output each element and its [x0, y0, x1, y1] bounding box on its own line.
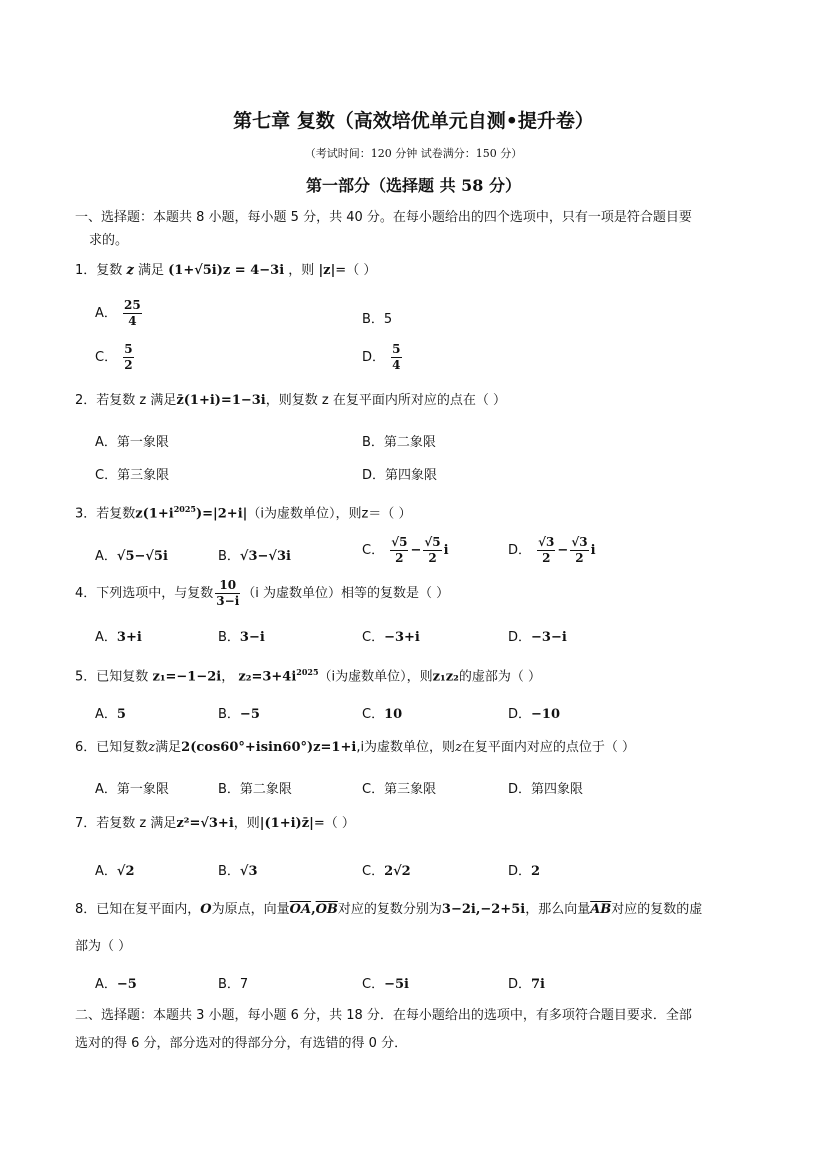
option-b[interactable]: B．第二象限: [362, 435, 436, 450]
option-b[interactable]: [218, 626, 265, 645]
denominator: 4: [392, 358, 401, 372]
section2-instructions: [75, 1002, 765, 1058]
option-label: C．: [362, 864, 385, 879]
question-text: ，那么向量: [525, 902, 591, 917]
question-number: 5．: [75, 669, 97, 685]
option-c[interactable]: [362, 703, 402, 722]
option-label: C．: [362, 977, 385, 992]
denominator: 2: [124, 358, 133, 372]
numerator: 5: [392, 342, 401, 356]
option-c[interactable]: [362, 973, 409, 992]
option-label: B．: [218, 977, 240, 992]
option-value: 3+i: [116, 630, 142, 645]
math-expression: z₁z₂: [432, 669, 459, 685]
question-text: ，则: [233, 816, 260, 831]
option-label: D．: [508, 864, 532, 879]
option-c[interactable]: [95, 342, 136, 373]
option-label: B．: [362, 312, 384, 327]
option-label: B．: [218, 864, 240, 879]
section1-line2: 求的。: [89, 233, 129, 248]
question-text: 为原点，向量: [211, 902, 290, 917]
option-value: 2: [531, 864, 541, 879]
fraction: [537, 535, 555, 566]
question-number: 7．: [75, 816, 97, 831]
option-label: D．: [362, 350, 386, 365]
option-label: A．: [95, 864, 117, 879]
math-variable: z: [148, 740, 156, 755]
section1-line1: 一、选择题：本题共 8 小题，每小题 5 分，共 40 分。在每小题给出的四个选项中，只有一项是符合题目要: [75, 210, 692, 225]
question-text: 已知在复平面内，: [96, 902, 201, 917]
page-title: 第七章 复数（高效培优单元自测•提升卷）: [233, 110, 594, 132]
question-6: [75, 737, 765, 759]
question-text: ,i为虚数单位，则: [356, 740, 456, 755]
exponent: 2025: [296, 667, 319, 677]
option-d[interactable]: [508, 973, 545, 992]
part-title: 第一部分（选择题 共 58 分）: [306, 176, 521, 195]
option-a[interactable]: [95, 298, 144, 329]
exam-info: （考试时间：120 分钟 试卷满分：150 分）: [304, 147, 523, 160]
option-a[interactable]: A．第一象限: [95, 435, 169, 450]
exponent: 2025: [173, 504, 196, 514]
vector-oa: $\overline{OA}$: [289, 902, 312, 917]
fraction: [423, 535, 441, 566]
option-b[interactable]: [218, 703, 260, 722]
math-equation: z(1+i: [135, 506, 174, 522]
separator: ，: [221, 669, 235, 685]
option-b[interactable]: [218, 973, 248, 992]
question-text: 对应的复数的虚: [611, 902, 703, 917]
option-value: 7i: [531, 977, 545, 992]
math-equation: 2(cos60°+isin60°)z=1+i: [181, 740, 357, 755]
option-label: A．: [95, 707, 117, 722]
option-label: A．: [95, 549, 117, 564]
fraction: [570, 535, 588, 566]
question-text: 若复数 z 满足: [96, 393, 177, 408]
question-2: [75, 390, 765, 412]
option-a[interactable]: [95, 973, 137, 992]
option-value: 5: [116, 707, 126, 722]
option-d[interactable]: [508, 626, 567, 645]
math-variable: z: [126, 263, 134, 278]
fraction: [391, 342, 401, 373]
math-equation: z²=√3+i: [176, 816, 234, 831]
question-text: =（ ）: [313, 816, 355, 831]
option-label: C．: [362, 707, 385, 722]
option-c[interactable]: [362, 860, 411, 879]
section2-line2: 选对的得 6 分，部分选对的得部分分，有选错的得 0 分．: [75, 1036, 408, 1051]
operator: −: [557, 543, 569, 558]
option-value: −5: [239, 707, 260, 722]
question-5: [75, 661, 765, 688]
option-c[interactable]: C．第三象限: [362, 782, 437, 797]
question-text: 已知复数: [96, 669, 149, 685]
option-d[interactable]: [508, 860, 540, 879]
question-text: 满足: [155, 740, 182, 755]
numerator: 25: [124, 298, 141, 312]
option-label: B．: [218, 630, 240, 645]
option-b[interactable]: [218, 860, 258, 879]
question-text: =（ ）: [335, 263, 377, 278]
question-text: 已知复数: [96, 740, 149, 755]
question-text: （i为虚数单位），则: [318, 669, 433, 685]
option-label: C．: [362, 630, 385, 645]
numerator: √3: [538, 535, 555, 549]
question-text: 若复数 z 满足: [96, 816, 177, 831]
option-label: D．: [508, 707, 532, 722]
question-text: 下列选项中，与复数: [96, 586, 214, 601]
option-b[interactable]: B．第二象限: [218, 782, 292, 797]
question-number: 4．: [75, 586, 97, 601]
option-value: 5: [383, 312, 393, 327]
math-expression: |z|: [318, 263, 336, 278]
section1-instructions: [75, 206, 755, 252]
option-label: D．: [508, 543, 532, 558]
question-text: 在复平面内对应的点位于（ ）: [461, 740, 636, 755]
math-equation: z̄(1+i)=1−3i: [176, 393, 266, 408]
option-value: −3−i: [531, 630, 567, 645]
separator: ,: [311, 902, 316, 917]
question-number: 6．: [75, 740, 97, 755]
option-a[interactable]: [95, 545, 168, 564]
option-value: −5i: [384, 977, 409, 992]
option-c[interactable]: [362, 535, 449, 566]
question-text: 复数: [96, 263, 123, 278]
fraction: [390, 535, 408, 566]
fraction: [123, 342, 133, 373]
option-a[interactable]: A．第一象限: [95, 782, 169, 797]
vector-ab: $\overline{AB}$: [590, 902, 612, 917]
option-label: B．: [218, 707, 240, 722]
question-number: 3．: [75, 506, 97, 522]
question-1: [75, 260, 765, 282]
question-4: [75, 578, 765, 609]
option-d[interactable]: [508, 535, 596, 566]
option-b[interactable]: [218, 545, 291, 564]
option-c[interactable]: [362, 626, 420, 645]
math-equation: z₂=3+4i: [238, 669, 297, 685]
denominator: 2: [428, 551, 437, 565]
option-value: 3−i: [239, 630, 265, 645]
numerator: √3: [571, 535, 588, 549]
math-expression: 3−2i,−2+5i: [441, 902, 526, 917]
numerator: 5: [124, 342, 133, 356]
question-text: 的虚部为（ ）: [458, 669, 541, 685]
option-label: A．: [95, 977, 117, 992]
question-text: 对应的复数分别为: [337, 902, 442, 917]
vector-ob: $\overline{OB}$: [315, 902, 338, 917]
question-text: （i 为虚数单位）相等的复数是（ ）: [242, 586, 450, 601]
math-expression: |(1+i)z̄|: [259, 816, 314, 831]
option-label: D．: [508, 977, 532, 992]
math-equation: (1+√5i)z = 4−3i: [168, 263, 285, 278]
option-label: A．: [95, 306, 117, 321]
question-number: 2．: [75, 393, 97, 408]
option-value: √3: [239, 864, 258, 879]
imaginary-unit: i: [443, 543, 449, 558]
fraction: [215, 578, 240, 609]
question-3: [75, 498, 765, 525]
denominator: 2: [395, 551, 404, 565]
denominator: 4: [128, 314, 137, 328]
option-value: √5−√5i: [116, 549, 168, 564]
option-value: −3+i: [384, 630, 420, 645]
question-number: 8．: [75, 902, 97, 917]
option-value: 2√2: [384, 864, 411, 879]
option-value: 7: [239, 977, 249, 992]
option-value: √3−√3i: [239, 549, 291, 564]
fraction: [123, 298, 142, 329]
numerator: 10: [215, 578, 240, 594]
option-label: A．: [95, 630, 117, 645]
section2-line1: 二、选择题：本题共 3 小题，每小题 6 分，共 18 分．在每小题给出的选项中，有多项符合题目要求．全部: [75, 1008, 692, 1023]
question-7: [75, 813, 765, 835]
option-label: D．: [508, 630, 532, 645]
option-value: −10: [531, 707, 560, 722]
numerator: √5: [391, 535, 408, 549]
option-value: 10: [384, 707, 403, 722]
numerator: √5: [424, 535, 441, 549]
math-equation: z₁=−1−2i: [152, 669, 222, 685]
denominator: 2: [542, 551, 551, 565]
question-text: （i为虚数单位），则z＝（ ）: [247, 506, 412, 522]
option-a[interactable]: [95, 626, 142, 645]
option-d[interactable]: D．第四象限: [362, 468, 438, 483]
question-text: ，则复数 z 在复平面内所对应的点在（ ）: [265, 393, 506, 408]
denominator: 2: [575, 551, 584, 565]
question-8-line2: 部为（ ）: [75, 939, 132, 954]
denominator: 3−i: [216, 594, 240, 608]
math-variable: z: [455, 740, 462, 755]
question-number: 1．: [75, 263, 97, 278]
question-text: 若复数: [96, 506, 136, 522]
math-variable: O: [200, 902, 212, 917]
option-value: −5: [116, 977, 137, 992]
option-a[interactable]: [95, 860, 135, 879]
option-label: C．: [95, 350, 118, 365]
question-text: 满足: [137, 263, 164, 278]
option-b[interactable]: [362, 308, 392, 327]
operator: −: [410, 543, 422, 558]
math-equation: )=|2+i|: [195, 506, 248, 522]
option-c[interactable]: C．第三象限: [95, 468, 170, 483]
option-d[interactable]: [508, 703, 560, 722]
question-8: [75, 899, 765, 921]
imaginary-unit: i: [590, 543, 596, 558]
option-label: C．: [362, 543, 385, 558]
option-value: √2: [116, 864, 135, 879]
option-d[interactable]: D．第四象限: [508, 782, 584, 797]
question-text: ，则: [288, 263, 315, 278]
option-label: B．: [218, 549, 240, 564]
option-d[interactable]: [362, 342, 404, 373]
option-a[interactable]: [95, 703, 126, 722]
